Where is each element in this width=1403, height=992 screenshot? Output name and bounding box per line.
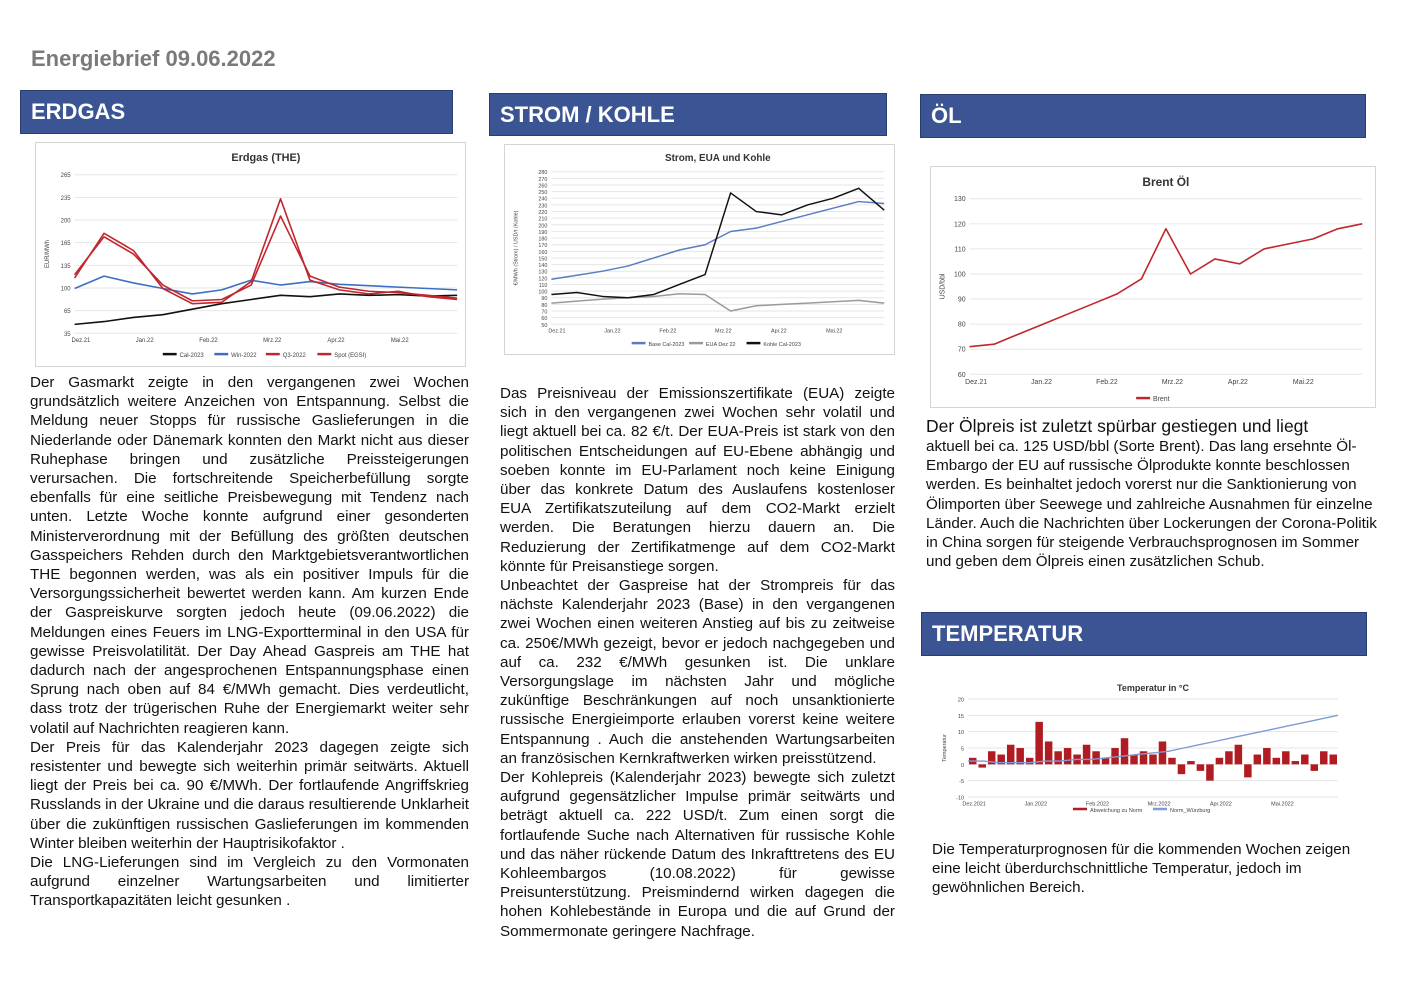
bar — [1263, 748, 1270, 764]
y-tick-label: 100 — [538, 289, 548, 296]
y-tick-label: 265 — [60, 173, 71, 180]
bar — [1216, 758, 1223, 765]
y-tick-label: 230 — [538, 203, 548, 210]
bar — [1064, 748, 1071, 764]
bar — [1292, 761, 1299, 764]
section-header-strom — [489, 93, 887, 136]
bar — [1282, 751, 1289, 764]
strom-text — [500, 384, 895, 941]
erdgas-paragraph-3: Die LNG-Lieferungen sind im Vergleich zu den Vormonaten aufgrund einzelner Wartungsarbeiten und limitierter Transportkapazitäten leicht gesunken . — [30, 854, 469, 910]
x-tick-label: Feb.2022 — [1085, 801, 1110, 808]
bar — [1311, 764, 1318, 771]
y-tick-label: 50 — [541, 322, 548, 329]
x-tick-label: Apr.22 — [327, 338, 345, 345]
strom-paragraph-3: Der Kohlepreis (Kalenderjahr 2023) bewegte sich zuletzt aufgrund gegensätzlicher Impulse primär seitwärts und beträgt aktuell ca. 222 USD/t. Zum einen sorgt die fortlaufende Suche nach Alternativen für russische Kohle und das näher rückende Datum des Inkrafttretens des EU Kohleembargos (10.08.2022) für gewisse Preisunterstützung. Preismindernd wirken dagegen die hohen Kohlebestände in Europa und die auf Grund der Sommermonate geringere Nachfrage. — [500, 769, 895, 940]
bar — [1149, 755, 1156, 765]
y-tick-label: 200 — [60, 218, 71, 225]
legend-label: Q3-2022 — [282, 353, 306, 360]
series-line-0 — [970, 224, 1363, 347]
x-tick-label: Jan.22 — [135, 338, 154, 345]
bar — [1178, 764, 1185, 774]
bar — [1197, 764, 1204, 771]
y-tick-label: 65 — [64, 309, 71, 316]
oel-paragraph: aktuell bei ca. 125 USD/bbl (Sorte Brent). Das lang ersehnte Öl-Embargo der EU auf russische Ölprodukte konnte beschlossen werden. Es beinhaltet jedoch vorerst nur die Sanktionierung von Ölimporten über Seewege und zahlreiche Ausnahmen für einzelne Länder. Auch die Nachrichten über Lockerungen der Corona-Politik in China sorgen für steigende Verbrauchsprognosen im Sommer und geben dem Ölpreis einen zusätzlichen Schub. — [926, 438, 1377, 571]
chart-title: Strom, EUA und Kohle — [664, 152, 771, 164]
x-tick-label: Mai.22 — [390, 338, 409, 345]
x-tick-label: Dez.21 — [965, 379, 988, 387]
y-tick-label: 235 — [60, 195, 71, 202]
y-tick-label: 135 — [60, 263, 71, 270]
y-tick-label: 170 — [538, 243, 548, 250]
y-axis-label: Temperatur — [942, 734, 948, 762]
x-tick-label: Dez.21 — [548, 328, 566, 335]
y-tick-label: 270 — [538, 176, 548, 183]
legend-label: Norm_Würzburg — [1170, 808, 1211, 814]
x-tick-label: Jan.2022 — [1024, 801, 1048, 808]
x-tick-label: Jan.22 — [604, 328, 621, 335]
y-tick-label: 20 — [957, 697, 964, 704]
y-tick-label: 60 — [541, 316, 548, 323]
bar — [1254, 755, 1261, 765]
bar — [978, 764, 985, 767]
oel-chart-svg — [931, 167, 1375, 407]
y-tick-label: 130 — [538, 269, 548, 276]
strom-paragraph-1: Das Preisniveau der Emissionszertifikate (EUA) zeigte sich in den vergangenen zwei Wochen sehr volatil und liegt aktuell bei ca. 82 €/t. Der EUA-Preis ist stark von den politischen Entscheidungen auf EU-Ebene abhängig und soeben konnte im EU-Parlament noch keine Einigung über das konkrete Datum des Auslaufens kostenloser EUA Zertifikatszuteilung auf dem CO2-Markt erzielt werden. Die Beratungen hierzu dauern an. Die Reduzierung der Zertifikatmenge auf dem CO2-Markt könnte für Preisanstiege sorgen. — [500, 385, 895, 575]
bar — [1206, 764, 1213, 780]
bar — [1054, 751, 1061, 764]
bar — [1159, 741, 1166, 764]
legend-label: Win-2022 — [231, 353, 257, 360]
oel-lead: Der Ölpreis ist zuletzt spürbar gestiegen und liegt — [926, 416, 1309, 436]
y-tick-label: 90 — [541, 296, 548, 303]
y-tick-label: 15 — [957, 713, 964, 720]
bar — [1330, 755, 1337, 765]
x-tick-label: Mrz.2022 — [1147, 801, 1171, 808]
bar — [1083, 745, 1090, 765]
chart-title: Erdgas (THE) — [231, 151, 301, 164]
y-tick-label: 210 — [538, 216, 548, 223]
erdgas-paragraph-1: Der Gasmarkt zeigte in den vergangenen zwei Wochen grundsätzlich weitere Anzeichen von Entspannung. Selbst die Meldung neuer Stopps für russische Gaslieferungen in die Niederlande oder Dänemark konnten den Markt nicht aus dieser Ruhephase bringen und zusätzliche Preissteigerungen verursachen. Die fortschreitende Speicherbefüllung sorgte ebenfalls für eine seitliche Preisbewegung mit Tendenz nach unten. Letzte Woche konnte aufgrund einer gesonderten Ministerverordnung mit der Befüllung des größten deutschen Gasspeichers Rehden durch den Marktgebietsverantwortlichen THE begonnen werden, was als ein positiver Impuls für die Versorgungssicherheit bewertet werden kann. Am kurzen Ende der Gaspreiskurve sorgten jedoch heute (09.06.2022) die Meldungen eines Feuers im LNG-Exportterminal in den USA für gewisse Preisvolatilität. Der Day Ahead Gaspreis am THE hat dadurch nach der angesprochenen Entspannungsphase einen Sprung nach oben auf 84 €/MWh gemacht. Dies verdeutlicht, dass trotz der trügerischen Ruhe der Energiemarkt weiter sehr volatil auf Nachrichten reagieren kann. — [30, 374, 469, 737]
legend-label: Brent — [1153, 396, 1170, 404]
y-tick-label: 130 — [953, 196, 966, 204]
legend-label: Kohle Cal-2023 — [763, 342, 801, 349]
bar — [1168, 758, 1175, 765]
x-tick-label: Apr.22 — [1227, 379, 1248, 387]
x-tick-label: Mai.2022 — [1271, 801, 1294, 808]
y-tick-label: 110 — [954, 246, 966, 254]
strom-chart-svg — [505, 145, 894, 354]
oel-text — [926, 415, 1381, 571]
y-tick-label: 190 — [538, 229, 548, 236]
section-header-oel — [920, 94, 1366, 138]
temperatur-paragraph: Die Temperaturprognosen für die kommenden Wochen zeigen eine leicht überdurchschnittliche Temperatur, jedoch im gewöhnlichen Bereich. — [932, 841, 1351, 897]
strom-paragraph-2: Unbeachtet der Gaspreise hat der Strompreis für das nächste Kalenderjahr 2023 (Base) in den vergangenen zwei Wochen einen weiteren Anstieg auf bis zu zeitweise ca. 250€/MWh gezeigt, bevor er jedoch nachgegeben und auf ca. 232 €/MWh gesunken ist. Die unklare Versorgungslage im nächsten Jahr und mögliche zukünftige Beschränkungen auf noch unsanktionierte russische Energieimporte erlauben vorerst keine weitere Entspannung . Auch die anstehenden Wartungsarbeiten an französischen Kernkraftwerken wirken preisstützend. — [500, 577, 895, 767]
y-tick-label: 70 — [541, 309, 548, 316]
section-header-label: STROM / KOHLE — [500, 101, 675, 127]
bar — [1035, 722, 1042, 764]
bar — [1016, 748, 1023, 764]
chart-title: Brent Öl — [1142, 174, 1190, 189]
section-header-erdgas — [20, 90, 453, 134]
y-tick-label: 150 — [538, 256, 548, 263]
y-tick-label: 165 — [60, 241, 71, 248]
y-tick-label: 250 — [538, 190, 548, 197]
bar — [1301, 755, 1308, 765]
legend-label: Base Cal-2023 — [648, 342, 685, 349]
y-tick-label: 220 — [538, 210, 548, 217]
y-tick-label: -5 — [959, 779, 964, 786]
bar — [1092, 751, 1099, 764]
y-axis-label: EUR/MWh — [44, 239, 51, 269]
bar — [1007, 745, 1014, 765]
y-tick-label: 0 — [960, 762, 964, 769]
y-tick-label: 110 — [538, 282, 548, 289]
temperatur-text — [932, 840, 1352, 898]
y-tick-label: -10 — [956, 795, 964, 802]
x-tick-label: Apr.22 — [770, 328, 787, 335]
strom-chart — [504, 144, 895, 355]
section-header-label: ERDGAS — [31, 99, 126, 124]
y-tick-label: 5 — [960, 746, 964, 753]
y-tick-label: 120 — [538, 276, 548, 283]
x-tick-label: Dez.2021 — [962, 801, 986, 808]
bar — [1121, 738, 1128, 764]
y-tick-label: 70 — [957, 346, 966, 354]
erdgas-chart-svg — [36, 143, 465, 366]
y-tick-label: 35 — [64, 331, 71, 338]
legend-label: Cal-2023 — [179, 353, 204, 360]
y-tick-label: 90 — [957, 296, 966, 304]
section-header-label: ÖL — [931, 103, 962, 128]
y-tick-label: 160 — [538, 249, 548, 256]
erdgas-text — [30, 373, 469, 911]
y-tick-label: 100 — [60, 286, 71, 293]
y-axis-label: USD/bbl — [939, 273, 947, 300]
legend-label: Abweichung zu Norm — [1090, 808, 1143, 814]
x-tick-label: Feb.22 — [199, 338, 218, 345]
y-tick-label: 80 — [541, 302, 548, 309]
section-header-temperatur — [921, 612, 1367, 656]
y-axis-label: €/MWh (Strom) / USD/t (Kohle) — [513, 210, 520, 286]
x-tick-label: Mrz.22 — [715, 328, 732, 335]
y-tick-label: 100 — [953, 271, 966, 279]
x-tick-label: Mai.22 — [826, 328, 843, 335]
temperatur-chart — [936, 678, 1346, 815]
bar — [1130, 755, 1137, 765]
bar — [1244, 764, 1251, 777]
y-tick-label: 240 — [538, 196, 548, 203]
x-tick-label: Mrz.22 — [263, 338, 282, 345]
x-tick-label: Feb.22 — [1096, 379, 1118, 387]
bar — [1320, 751, 1327, 764]
bar — [1187, 761, 1194, 764]
document-title: Energiebrief 09.06.2022 — [31, 46, 276, 71]
y-tick-label: 60 — [957, 371, 966, 379]
x-tick-label: Dez.21 — [71, 338, 91, 345]
y-tick-label: 180 — [538, 236, 548, 243]
x-tick-label: Jan.22 — [1031, 379, 1052, 387]
erdgas-paragraph-2: Der Preis für das Kalenderjahr 2023 dagegen zeigte sich resistenter und bewegte sich weiterhin primär seitwärts. Aktuell liegt der Preis bei ca. 90 €/MWh. Der fortlaufende Angriffskrieg Russlands in der Ukraine und die daraus resultierende Unklarheit über die zukünftigen russischen Gaslieferungen im kommenden Winter bleiben weiterhin der Hauptrisikofaktor . — [30, 738, 469, 852]
y-tick-label: 280 — [538, 170, 548, 177]
bar — [1235, 745, 1242, 765]
y-tick-label: 140 — [538, 263, 548, 270]
y-tick-label: 120 — [953, 221, 966, 229]
x-tick-label: Mrz.22 — [1161, 379, 1184, 387]
series-line-0 — [551, 202, 884, 280]
x-tick-label: Apr.2022 — [1209, 801, 1232, 808]
x-tick-label: Mai.22 — [1292, 379, 1314, 387]
section-header-label: TEMPERATUR — [932, 621, 1084, 646]
y-tick-label: 80 — [957, 321, 966, 329]
erdgas-chart — [35, 142, 466, 367]
legend-label: Spot (EGSI) — [334, 353, 367, 360]
y-tick-label: 260 — [538, 183, 548, 190]
x-tick-label: Feb.22 — [659, 328, 677, 335]
y-tick-label: 10 — [957, 730, 964, 737]
chart-title: Temperatur in °C — [1117, 683, 1189, 693]
series-line-0 — [75, 294, 458, 324]
oel-chart — [930, 166, 1376, 408]
legend-label: EUA Dez 22 — [705, 342, 736, 349]
y-tick-label: 200 — [538, 223, 548, 230]
bar — [1273, 758, 1280, 765]
temperatur-chart-svg — [936, 678, 1346, 815]
bar — [1225, 751, 1232, 764]
